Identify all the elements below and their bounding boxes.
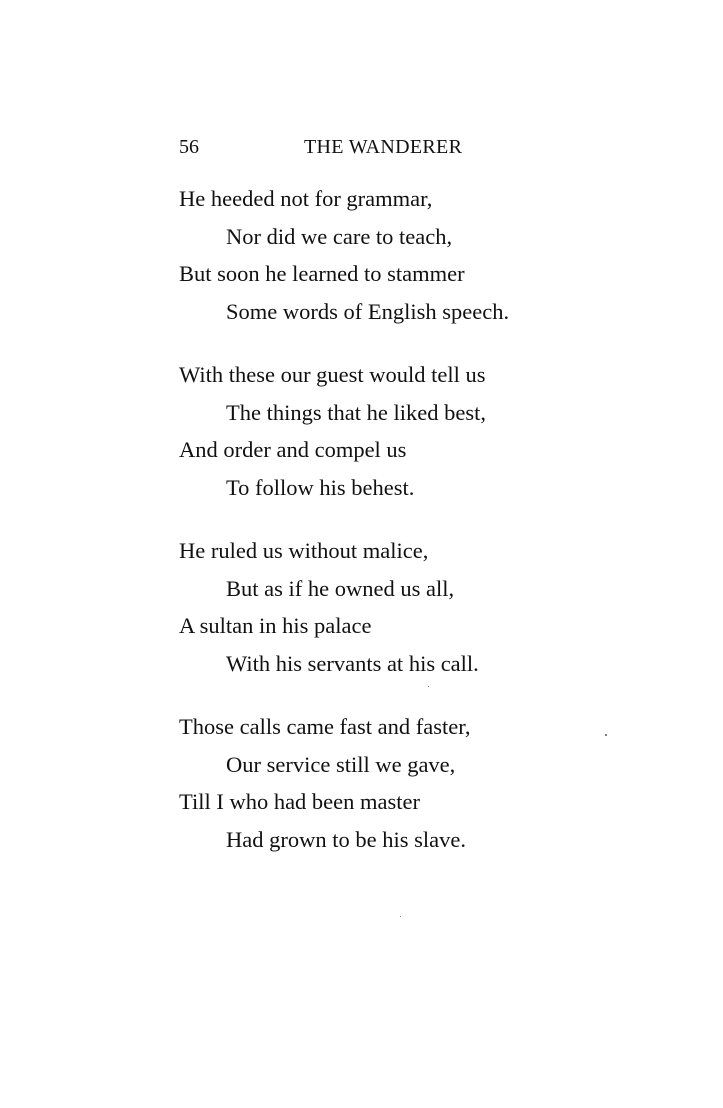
print-speck — [605, 734, 607, 736]
poem-line: Had grown to be his slave. — [226, 826, 466, 852]
poem-line: Our service still we gave, — [226, 751, 456, 777]
poem — [179, 180, 579, 884]
poem-line: With his servants at his call. — [226, 650, 479, 676]
page-header — [179, 136, 559, 164]
poem-line: He heeded not for grammar, — [179, 186, 433, 211]
poem-line: To follow his behest. — [226, 474, 415, 500]
poem-line: Nor did we care to teach, — [226, 223, 453, 249]
poem-line: He ruled us without malice, — [179, 538, 429, 563]
poem-line: The things that he liked best, — [226, 399, 486, 425]
poem-line: Till I who had been master — [179, 789, 421, 814]
stanza-2 — [179, 356, 579, 506]
page-number: 56 — [179, 136, 199, 158]
running-title: THE WANDERER — [304, 136, 463, 158]
poem-line: And order and compel us — [179, 437, 407, 462]
print-speck — [428, 686, 429, 687]
poem-line: But as if he owned us all, — [226, 575, 455, 601]
stanza-4 — [179, 708, 579, 858]
poem-line: But soon he learned to stammer — [179, 261, 465, 286]
poem-line: With these our guest would tell us — [179, 362, 486, 387]
stanza-1 — [179, 180, 579, 330]
poem-line: Some words of English speech. — [226, 298, 510, 324]
print-speck — [400, 916, 401, 917]
stanza-3 — [179, 532, 579, 682]
poem-line: Those calls came fast and faster, — [179, 714, 471, 739]
poem-line: A sultan in his palace — [179, 613, 372, 638]
